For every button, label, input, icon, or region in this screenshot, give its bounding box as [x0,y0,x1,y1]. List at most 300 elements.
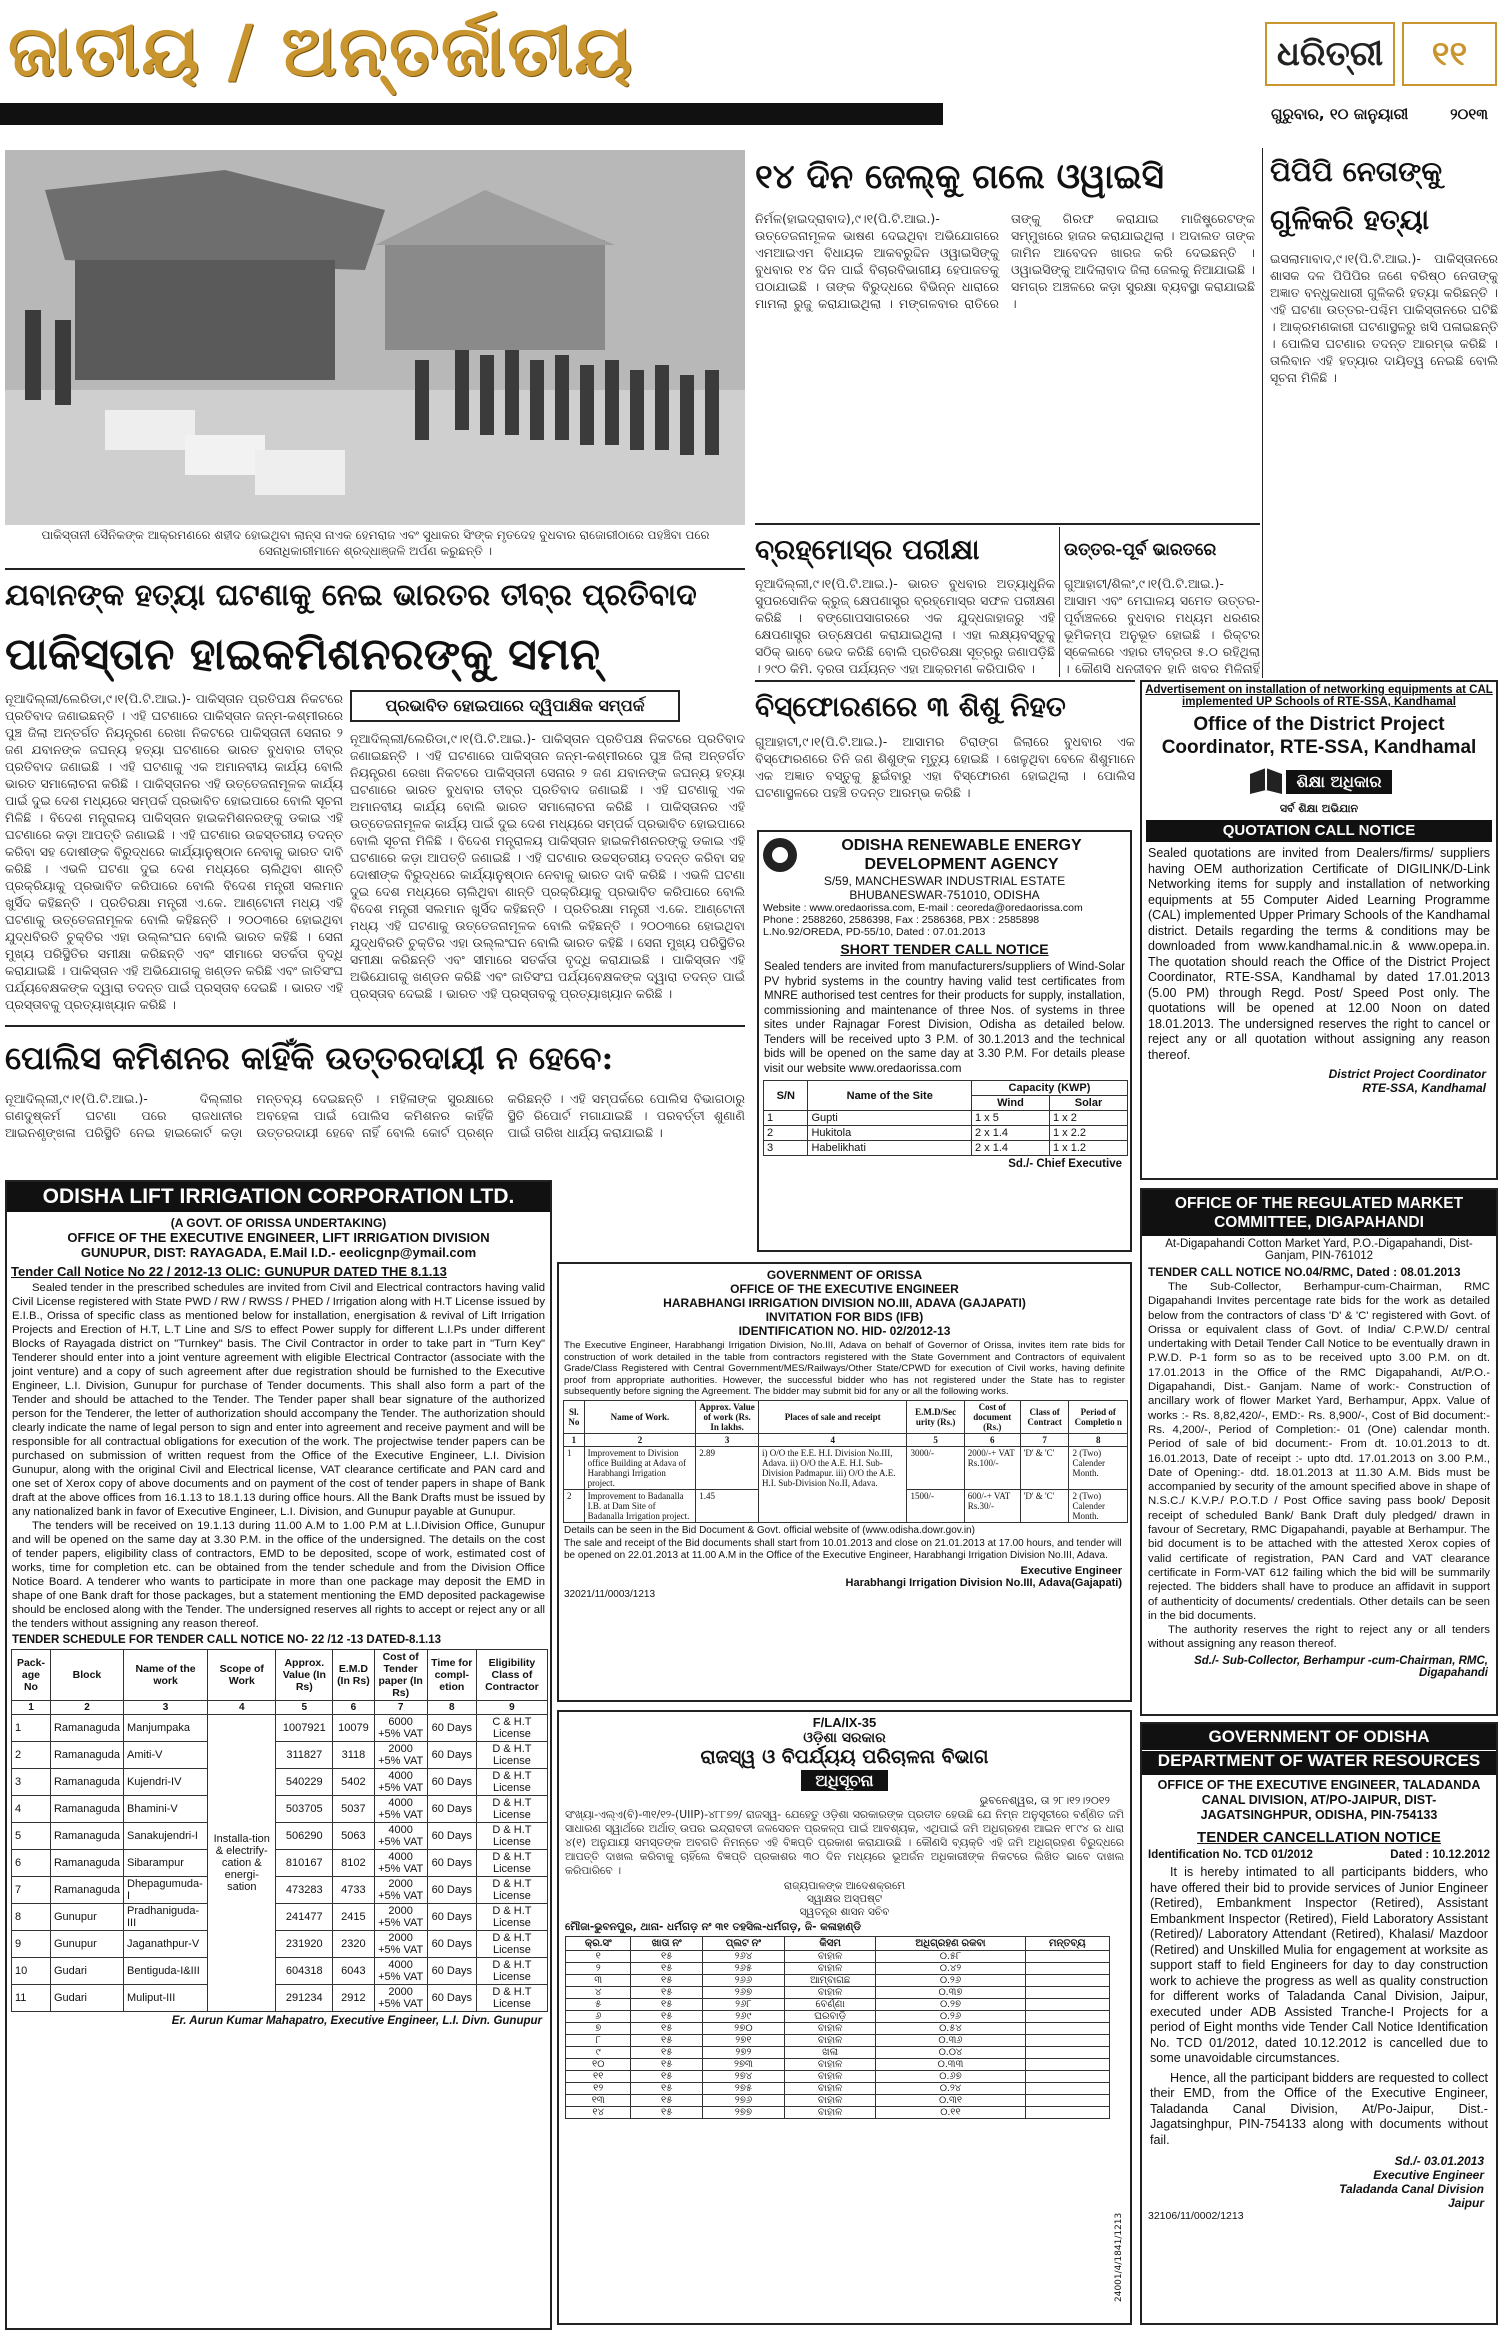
ad-topline: Advertisement on installation of networking equipments at CAL implemented UP Schools of RTE-SSA, Kandhamal [1145,684,1493,708]
table-cell: 4000 +5% VAT [374,1958,427,1985]
table-cell: 2320 [333,1931,374,1958]
table-row [566,2107,1110,2119]
table-cell: D & H.T License [476,1850,547,1877]
table-cell: ୩ [566,1975,631,1987]
ad-notice-title: Tender Call Notice No 22 / 2012-13 OLIC: GUNUPUR DATED THE 8.1.13 [11,1264,447,1279]
tender-ad-rmc [1140,1188,1498,1716]
table-header: E.M.D/Sec urity (Rs.) [907,1400,964,1433]
table-cell: 5 [12,1823,51,1850]
tender-ad-lift-irrigation [5,1180,552,2330]
table-cell [1025,2035,1109,2047]
table-cell: 2 [764,1126,808,1141]
table-cell: 1 [564,1446,585,1489]
table-cell: Ramanaguda [50,1742,123,1769]
table-cell: ୨୬୫ [702,1963,784,1975]
table-cell: 4000 +5% VAT [374,1769,427,1796]
ad-org-title: ଓଡ଼ିଶା ସରକାର [803,1730,886,1746]
works-table [563,1400,1128,1523]
table-cell: ୨୬୪ [702,1951,784,1963]
table-cell: Gudari [50,1958,123,1985]
ad-department: DEPARTMENT OF WATER RESOURCES [1142,1750,1496,1775]
table-cell: ୧୫ [631,1999,702,2011]
table-cell [1025,1975,1109,1987]
table-row [566,2059,1110,2071]
table-header: Places of sale and receipt [758,1400,907,1433]
ad-body: Sealed quotations are invited from Dealers/firms/ suppliers having OEM authorization Certificate of DIGILINK/D-Link Networking items for supply and installation of networking equipments at 55 Computer Aided Learning Programme (CAL) implemented Upper Primary Schools of the Kandhamal district. Details regarding the terms & conditions may be downloaded from www.kandhamal.nic.in & www.opepa.in. The quotation should reach the Office of the District Project Coordinator, RTE-SSA, Kandhamal by dated 17.01.2013 (5.00 PM) through Regd. Post/ Speed Post only. The quotations will be opened at 12.00 Noon on dated 18.01.2013. The undersigned reserves the right to cancel or reject any or all quotation without assigning any reason thereof. [1148,846,1490,1062]
table-cell: ବାହାଳ [784,2059,875,2071]
quotation-ad-rte-ssa [1140,680,1498,1180]
ad-org-title: GOVERNMENT OF ODISHA [1142,1724,1496,1750]
table-header: 3 [124,1701,208,1715]
divider [5,568,745,570]
tender-ad-harabhangi [557,1262,1132,1702]
table-cell: ୧୫ [631,2083,702,2095]
table-cell: 8 [12,1904,51,1931]
table-row [564,1446,1128,1489]
table-cell: 60 Days [427,1985,476,2012]
ad-address: At-Digapahandi Cotton Market Yard, P.O.-Digapahandi, Dist-Ganjam, PIN-761012 [1165,1238,1473,1262]
section-title: ଜାତୀୟ / ଅନ୍ତର୍ଜାତୀୟ [8,9,635,92]
ad-date: ଭୁବନେଶ୍ୱର, ତା ୨୮।୧୨।୨୦୧୨ [979,1794,1110,1807]
table-cell: Hukitola [808,1126,972,1141]
table-header: Cost of Tender paper (In Rs) [374,1650,427,1701]
table-cell [1025,2107,1109,2119]
table-cell: Gunupur [50,1931,123,1958]
story-body: ନିର୍ମଳ(ହାଇଦ୍ରାବାଦ),୯।୧(ପି.ଟି.ଆଇ.)- ଉତ୍ତେଜନାମୂଳକ ଭାଷଣ ଦେଇଥିବା ଅଭିଯୋଗରେ ଏମଆଇଏମ ବିଧାୟକ ଆକବରୁଦ୍ଦିନ ଓୱାଇସିଙ୍କୁ ବୁଧବାର ୧୪ ଦିନ ପାଇଁ ବିଚାରବିଭାଗୀୟ ହେପାଜତକୁ ପଠାଯାଇଛି । ତାଙ୍କ ବିରୁଦ୍ଧରେ ବିଭିନ୍ନ ଧାରାରେ ମାମଲା ରୁଜୁ କରାଯାଇଥିଲା । ମଙ୍ଗଳବାର ରାତିରେ ତାଙ୍କୁ ଗିରଫ କରାଯାଇ ମାଜିଷ୍ଟ୍ରେଟଙ୍କ ସମ୍ମୁଖରେ ହାଜର କରାଯାଇଥିଲା । ଅଦାଲତ ତାଙ୍କ ଜାମିନ ଆବେଦନ ଖାରଜ କରି ଦେଇଛନ୍ତି । ଓୱାଇସିଙ୍କୁ ଆଦିଲାବାଦ ଜିଲା ଜେଲକୁ ନିଆଯାଇଛି । ସମଗ୍ର ଅଞ୍ଚଳରେ କଡ଼ା ସୁରକ୍ଷା ବ୍ୟବସ୍ଥା କରାଯାଇଛି । [755,211,1255,311]
ad-signature: ସ୍ୱତନ୍ତ୍ର ଶାସନ ସଚିବ [799,1906,890,1918]
table-cell: 60 Days [427,1769,476,1796]
table-cell: ୧୫ [631,2071,702,2083]
table-header: Eligibility Class of Contractor [476,1650,547,1701]
table-cell: 60 Days [427,1850,476,1877]
table-cell: Bentiguda-I&III [124,1958,208,1985]
table-header: 6 [964,1433,1020,1446]
table-cell: 'D' & 'C' [1020,1446,1069,1489]
table-cell: Installa-tion & electrify-cation & energi-sation [208,1715,276,2012]
ad-body: Sealed tender in the prescribed schedules are invited from Civil and Electrical contractors having valid Civil License registered with State PWD / RW / RWSS / PHED / Irrigation along with H.T License issued by E.I.B., Orissa of specific class as mentioned below for installation, energisation & revival of Lift Irrigation Projects and Erection of H.T, L.T Line and S/S to effect Power supply for different L.I.Ps under different Blocks of Rayagada district on "Turnkey" basis. The Civil Contractor in order to take part in "Turn Key" Tenderer should enter into a joint venture agreement with eligible Electrical Contractor (associate with the joint venture) and a copy of such agreement after due registration should be furnished to the Executive Engineer, L.I. Division, Gunupur for purchase of Tender documents. This shall also form a part of the Tender and should be attached to the Tender. The Tender paper shall bear signature of the authorized person for the Tenderer, the letter of authorization should accompany the Tender. The authorization should clearly indicate the name of legal person to sign and enter into agreement and receive payment and will be responsible for all contractual obligations for execution of the work. The projectwise tender papers can be purchased on submission of written request from the Office of the Executive Engineer, L.I. Division Gunupur, along with the original Civil and Electrical license, VAT clearance certificate and PAN card and one set of Xerox copy of above documents and on payment of the cost of tender papers in shape of Bank draft at the above offices from 16.1.13 to 18.1.13 during office hours. All the Bank Drafts must be issued by any nationalized bank in favor of Executive Engineer, L.I. Division, and Gunupur payable at Gunupur. [12,1282,545,1518]
newspaper-name: ଧରିତ୍ରୀ [1265,22,1395,86]
ad-notice-title: INVITATION FOR BIDS (IFB) [765,1310,924,1324]
table-cell: Manjumpaka [124,1715,208,1742]
story-body: ଇସଲାମାବାଦ,୯।୧(ପି.ଟି.ଆଇ.)- ପାକିସ୍ତାନରେ ଶାସକ ଦଳ ପିପିପିର ଜଣେ ବରିଷ୍ଠ ନେତାଙ୍କୁ ଅଜ୍ଞାତ ବନ୍ଧୁକଧାରୀ ଗୁଳିକରି ହତ୍ୟା କରିଛନ୍ତି । ଏହି ଘଟଣା ଉତ୍ତର-ପଶ୍ଚିମ ପାକିସ୍ତାନରେ ଘଟିଛି । ଆକ୍ରମଣକାରୀ ଘଟଣାସ୍ଥଳରୁ ଖସି ପଳାଇଛନ୍ତି । ପୋଲିସ ଘଟଣାର ତଦନ୍ତ ଆରମ୍ଭ କରିଛି । ତାଲିବାନ ଏହି ହତ୍ୟାର ଦାୟିତ୍ୱ ନେଇଛି ବୋଲି ସୂଚନା ମିଳିଛି । [1270,251,1498,385]
table-cell: ୧୫ [631,2047,702,2059]
table-cell: ୦.୩୧ [876,2095,1025,2107]
table-cell: Ramanaguda [50,1769,123,1796]
table-cell: ୦.୩୬ [876,2035,1025,2047]
ad-address: BHUBANESWAR-751010, ODISHA [849,888,1040,902]
table-cell: 2 x 1.4 [971,1141,1049,1156]
ad-identification: IDENTIFICATION NO. HID- 02/2012-13 [738,1324,951,1338]
table-row [12,1958,548,1985]
ad-signature: Er. Aurun Kumar Mahapatro, Executive Engineer, L.I. Divn. Gunupur [171,2015,542,2027]
table-cell: D & H.T License [476,1823,547,1850]
ad-department: ରାଜସ୍ୱ ଓ ବିପର୍ଯ୍ୟୟ ପରିଚାଳନା ବିଭାଗ [700,1746,989,1768]
table-cell: ୨୭୨ [702,2047,784,2059]
table-row [12,1796,548,1823]
table-cell: 241477 [276,1904,333,1931]
story-headline: ବିସ୍ଫୋରଣରେ ୩ ଶିଶୁ ନିହତ [755,690,1066,723]
ad-reference: L.No.92/OREDA, PD-55/10, Dated : 07.01.2013 [763,926,986,938]
table-header: 2 [50,1701,123,1715]
table-cell: D & H.T License [476,1877,547,1904]
table-cell: ୦.୩୩ [876,2059,1025,2071]
table-cell: 'D' & 'C' [1020,1489,1069,1522]
ad-notice-title: SHORT TENDER CALL NOTICE [840,941,1049,957]
table-cell: ୧୧ [566,2071,631,2083]
table-row [12,1823,548,1850]
ad-body: ସଂଖ୍ୟା-ଏଲ୍‌ଏ(ବି)-୩୧/୧୨-(UIIP)-୪୮୮୭୨/ ରାଜସ୍ୱ- ଯେହେତୁ ଓଡ଼ିଶା ସରକାରଙ୍କ ପ୍ରତୀତ ହେଉଛି ଯେ ନିମ୍ନ ଅନୁସୂଚୀରେ ବର୍ଣ୍ଣିତ ଜମି ସାଧାରଣ ସ୍ୱାର୍ଥରେ ଅର୍ଥାତ୍ ଉପର ଇନ୍ଦ୍ରାବତୀ ଜଳସେଚନ ପ୍ରକଳ୍ପ ପାଇଁ ଆବଶ୍ୟକ, ଏଥିପାଇଁ ଜମି ଅଧିଗ୍ରହଣ ଆଇନ ୧୮୯୪ ର ଧାରା ୪(୧) ଅନୁଯାୟୀ ସମସ୍ତଙ୍କ ଅବଗତି ନିମନ୍ତେ ଏହି ବିଜ୍ଞପ୍ତି ପ୍ରକାଶ କରାଯାଉଛି । କୌଣସି ବ୍ୟକ୍ତି ଏହି ଜମି ଅଧିଗ୍ରହଣ ବିରୁଦ୍ଧରେ ଆପତ୍ତି ଦାଖଲ କରିବାକୁ ଚାହିଁଲେ ବିଜ୍ଞପ୍ତି ପ୍ରକାଶର ୩୦ ଦିନ ମଧ୍ୟରେ ଭୂଅର୍ଜନ ଅଧିକାରୀଙ୍କ ନିକଟରେ ଲିଖିତ ଭାବେ ଦାଖଲ କରିପାରିବେ । [565,1808,1124,1877]
story-headline: ୧୪ ଦିନ ଜେଲ୍‌କୁ ଗଲେ ଓୱାଇସି [755,157,1164,197]
ad-body: The authority reserves the right to reject any or all tenders without assigning any reason thereof. [1148,1624,1490,1651]
table-header: 5 [276,1701,333,1715]
table-header: Sl. No [564,1400,585,1433]
notification-revenue-department [557,1710,1132,2325]
table-header: 2 [584,1433,696,1446]
table-cell: 3 [764,1141,808,1156]
table-header: S/N [764,1081,808,1111]
table-cell: ବାହାଳ [784,1963,875,1975]
table-cell: 311827 [276,1742,333,1769]
ad-signature: Sd./- Sub-Collector, Berhampur -cum-Chairman, RMC, Digapahandi [1194,1654,1488,1679]
table-cell: ୦.୨୬ [876,2011,1025,2023]
ad-phone: Phone : 2588260, 2586398, Fax : 2586368, PBX : 2585898 [763,914,1040,926]
table-cell: 6043 [333,1958,374,1985]
table-header: Name of Work. [584,1400,696,1433]
ad-signature: RTE-SSA, Kandhamal [1362,1081,1486,1095]
ad-website: Website : www.oredaorissa.com, E-mail : ceoreda@oredaorissa.com [763,902,1083,914]
table-header: Capacity (KWP) [971,1081,1127,1096]
table-cell: ୧୫ [631,2095,702,2107]
table-cell: ଆମ୍ବାଗଛ [784,1975,875,1987]
table-cell: ୧୫ [631,2023,702,2035]
table-cell: i) O/O the E.E. H.I. Division No.III, Adava. ii) O/O the A.E. H.I. Sub-Division Padmapur. iii) O/O the A.E. H.I. Sub-Division No.II, Adava. [758,1446,907,1522]
table-row [566,1975,1110,1987]
ad-date: Dated : 10.12.2012 [1390,1849,1490,1861]
divider [755,680,1135,682]
table-cell: 2000 +5% VAT [374,1877,427,1904]
ad-signature: ସ୍ୱାକ୍ଷର ଅସ୍ପଷ୍ଟ [807,1893,882,1905]
book-pencil-icon [1246,764,1286,800]
table-cell: 10079 [333,1715,374,1742]
table-cell: ୦.୬୭ [876,2071,1025,2083]
ad-notice-title: QUOTATION CALL NOTICE [1146,820,1492,842]
story-subhead: ପ୍ରଭାବିତ ହୋଇପାରେ ଦ୍ୱିପାକ୍ଷିକ ସମ୍ପର୍କ [350,690,680,722]
table-row [566,2047,1110,2059]
story-body: ଗୁଆହାଟୀ,୯।୧(ପି.ଟି.ଆଇ.)- ଆସାମର ଚିରାଙ୍ଗ ଜିଲାରେ ବୁଧବାର ଏକ ବିସ୍ଫୋରଣରେ ତିନି ଜଣ ଶିଶୁଙ୍କ ମୃତ୍ୟୁ ହୋଇଛି । ଖେଳୁଥିବା ବେଳେ ଶିଶୁମାନେ ଏକ ଅଜ୍ଞାତ ବସ୍ତୁକୁ ଛୁଇଁବାରୁ ଏହା ବିସ୍ଫୋରଣ ହୋଇଥିଲା । ପୋଲିସ ଘଟଣାସ୍ଥଳରେ ପହଞ୍ଚି ତଦନ୍ତ ଆରମ୍ଭ କରିଛି । [755,734,1135,800]
table-cell: Bhamini-V [124,1796,208,1823]
table-header: Time for compl-etion [427,1650,476,1701]
table-cell: ୨୭୬ [702,2095,784,2107]
table-cell: ବେର୍ଣ୍ଣା [784,1999,875,2011]
table-cell: 3 [12,1769,51,1796]
ad-body: The Executive Engineer, Harabhangi Irrigation Division, No.III, Adava on behalf of Governor of Orissa, invites item rate bids for construction of work detailed in the table from contractors registered with the State Government and Contractors of equivalent Grade/Class Registered with Central Government/MES/Railways/Other State/CPWD for execution of Civil works, having definite proof from appropriate authorities. However, the successful bidder who has not registered under the State has to register subsequently before signing the Agreement. The bidder may submit bid for any or all the following works. [564,1340,1125,1397]
table-row [566,1999,1110,2011]
story-body: ଗୁଆହାଟୀ/ଶିଲଂ,୯।୧(ପି.ଟି.ଆଇ.)- ଆସାମ ଏବଂ ମେଘାଳୟ ସମେତ ଉତ୍ତର-ପୂର୍ବାଞ୍ଚଳରେ ବୁଧବାର ମଧ୍ୟମ ଧରଣର ଭୂମିକମ୍ପ ଅନୁଭୂତ ହୋଇଛି । ରିକ୍ଟର ସ୍କେଲରେ ଏହାର ତୀବ୍ରତା ୫.୦ ରହିଥିଲା । କୌଣସି ଧନଜୀବନ ହାନି ଖବର ମିଳିନାହିଁ [1064,576,1260,675]
news-photo [5,150,745,525]
table-cell: 3118 [333,1742,374,1769]
ad-signature: Sd./- Chief Executive [1008,1158,1122,1170]
table-cell: ୪ [566,1987,631,1999]
table-cell: ୦.୫୪ [876,2023,1025,2035]
table-cell: 604318 [276,1958,333,1985]
table-cell: 2 (Two) Calender Month. [1069,1489,1128,1522]
table-cell: ୧୦ [566,2059,631,2071]
table-cell: 8102 [333,1850,374,1877]
table-cell: 60 Days [427,1877,476,1904]
story-headline: ପିପିପି ନେତାଙ୍କୁ ଗୁଳିକରି ହତ୍ୟା [1270,155,1443,236]
ad-body: The tenders will be received on 19.1.13 during 11.00 A.M to 1.00 P.M at L.I.Division Office, Gunupur and will be opened on the same day at 3.30 P.M. in the office of the undersigned. The details on the cost of tender papers, eligibility class of contractors, EMD to be deposited, scope of work, estimated cost of works, time for completion etc. can be obtained from the tender schedule and from the Division Office Notice Board. A tenderer who wants to participate in more than one package may deposit the EMD in shape of one Bank draft for those packages, but a statement mentioning the EMD deposited packagewise should be enclosed along with the Tender. The undersigned reserves all rights to accept or reject any or all the tenders without assigning any reason thereof. [12,1520,545,1630]
table-cell: Improvement to Badanalla I.B. at Dam Site of Badanalla Irrigation project. [584,1489,696,1522]
ad-body: Sealed tenders are invited from manufacturers/suppliers of Wind-Solar PV hybrid systems in the country having valid test certificates from MNRE authorised test centres for their products for supply, installation, commissioning and maintenance of three Nos. of systems in three sites under Rajnagar Forest Division, Odisha as detailed below. Tenders will be received upto 3 P.M. of 30.1.2013 and the technical bids will be opened on the same day at 3.30 P.M. For details please visit our website www.oredaorissa.com [764,961,1125,1075]
table-cell: ୦.୨୭ [876,1999,1025,2011]
table-header: 3 [696,1433,759,1446]
cancellation-ad-water-resources [1140,1722,1498,2325]
table-row [12,1877,548,1904]
table-cell: ୫ [566,1999,631,2011]
table-cell: ବାହାଳ [784,2107,875,2119]
table-cell: Habelikhati [808,1141,972,1156]
page-number: ୧୧ [1402,22,1497,86]
table-cell [1025,2059,1109,2071]
ad-division: HARABHANGI IRRIGATION DIVISION NO.III, ADAVA (GAJAPATI) [663,1296,1026,1310]
table-cell: ୧୫ [631,2059,702,2071]
table-cell: Ramanaguda [50,1877,123,1904]
story-body: ନୂଆଦିଲ୍ଲୀ,୯।୧(ପି.ଟି.ଆଇ.)- ଦିଲ୍ଲୀର ଗଣଦୁଷ୍କର୍ମ ଘଟଣା ପରେ ରାଜଧାନୀର ଆଇନଶୃଙ୍ଖଳା ପରିସ୍ଥିତି ନେଇ ହାଇକୋର୍ଟ କଡ଼ା ମନ୍ତବ୍ୟ ଦେଇଛନ୍ତି । ମହିଳାଙ୍କ ସୁରକ୍ଷାରେ ଅବହେଳା ପାଇଁ ପୋଲିସ କମିଶନର କାହିଁକି ଉତ୍ତରଦାୟୀ ହେବେ ନାହିଁ ବୋଲି କୋର୍ଟ ପ୍ରଶ୍ନ କରିଛନ୍ତି । ଏହି ସମ୍ପର୍କରେ ପୋଲିସ ବିଭାଗଠାରୁ ସ୍ଥିତି ରିପୋର୍ଟ ମଗାଯାଇଛି । ପରବର୍ତ୍ତୀ ଶୁଣାଣି ପାଇଁ ତାରିଖ ଧାର୍ଯ୍ୟ କରାଯାଇଛି । [5,1091,745,1140]
table-cell: ୧୨ [566,2083,631,2095]
story-body: ନୂଆଦିଲ୍ଲୀ,୯।୧(ପି.ଟି.ଆଇ.)- ଭାରତ ବୁଧବାର ଅତ୍ୟାଧୁନିକ ସୁପରସୋନିକ କ୍ରୁଜ୍ କ୍ଷେପଣାସ୍ତ୍ର ବ୍ରହ୍ମୋସ୍‌ର ସଫଳ ପରୀକ୍ଷଣ କରିଛି । ବଙ୍ଗୋପସାଗରରେ ଏକ ଯୁଦ୍ଧଜାହାଜରୁ ଏହି କ୍ଷେପଣାସ୍ତ୍ର ଉତ୍କ୍ଷେପଣ କରାଯାଇଥିଲା । ଏହା ଲକ୍ଷ୍ୟବସ୍ତୁକୁ ସଠିକ୍ ଭାବେ ଭେଦ କରିଛି ବୋଲି ପ୍ରତିରକ୍ଷା ସୂତ୍ରରୁ ଜଣାପଡ଼ିଛି । ୨୯୦ କିମି. ଦୂରତା ପର୍ଯ୍ୟନ୍ତ ଏହା ଆକ୍ରମଣ କରିପାରିବ । [755,576,1055,675]
table-header: 9 [476,1701,547,1715]
table-cell: 1 [764,1111,808,1126]
photo-illustration [5,150,745,525]
table-cell: D & H.T License [476,1769,547,1796]
table-cell [1025,1987,1109,1999]
table-cell: ଖଳା [784,2047,875,2059]
table-cell [1025,2023,1109,2035]
table-cell [1025,2011,1109,2023]
table-header: 7 [1020,1433,1069,1446]
table-cell: 2912 [333,1985,374,2012]
table-cell: 7 [12,1877,51,1904]
table-header: 4 [758,1433,907,1446]
ad-office: OFFICE OF THE EXECUTIVE ENGINEER, TALADANDA CANAL DIVISION, AT/PO-JAIPUR, DIST-JAGATSINGHPUR, ODISHA, PIN-754133 [1157,1778,1481,1822]
table-cell: 2000 +5% VAT [374,1931,427,1958]
table-cell [1025,2071,1109,2083]
table-cell: ବାହାଳ [784,2023,875,2035]
ad-subtitle: OFFICE OF THE EXECUTIVE ENGINEER, LIFT IRRIGATION DIVISION [67,1230,490,1245]
table-cell: 4 [12,1796,51,1823]
table-header: Approx. Value (In Rs) [276,1650,333,1701]
table-header: Cost of document (Rs.) [964,1400,1020,1433]
table-cell: 600/-+ VAT Rs.30/- [964,1489,1020,1522]
table-cell: D & H.T License [476,1931,547,1958]
ad-signature: ରାଜ୍ୟପାଳଙ୍କ ଆଦେଶକ୍ରମେ [783,1880,906,1892]
ad-notice-title: TENDER CALL NOTICE NO.04/RMC, Dated : 08.01.2013 [1148,1265,1461,1279]
table-row [764,1141,1128,1156]
table-cell: 503705 [276,1796,333,1823]
table-header: 1 [564,1433,585,1446]
table-header: Period of Completio n [1069,1400,1128,1433]
table-cell: 60 Days [427,1715,476,1742]
dateline: ଗୁରୁବାର, ୧୦ ଜାନୁୟାରୀ ୨୦୧୩ [940,103,1500,125]
logo-subtext: ସର୍ବ ଶିକ୍ଷା ଅଭିଯାନ [1279,802,1359,815]
table-cell: Ramanaguda [50,1823,123,1850]
table-cell: ବାହାଳ [784,2083,875,2095]
table-cell: 6000 +5% VAT [374,1715,427,1742]
table-cell: ୨୬୮ [702,1999,784,2011]
table-cell [1025,1963,1109,1975]
table-cell: Ramanaguda [50,1850,123,1877]
table-cell: ବାହାଳ [784,2071,875,2083]
table-cell: ୨୬୯ [702,2011,784,2023]
ad-subtitle: (A GOVT. OF ORISSA UNDERTAKING) [170,1216,387,1230]
table-cell: Gunupur [50,1904,123,1931]
oreda-logo-icon [763,838,797,872]
table-cell: ୮ [566,2035,631,2047]
ad-notice-title: ଅଧିସୂଚନା [801,1770,887,1791]
table-cell: Dhepagumuda-I [124,1877,208,1904]
table-cell: ୧୪ [566,2107,631,2119]
story-headline: ବ୍ରହ୍ମୋସ୍‌ର ପରୀକ୍ଷା [755,533,980,566]
table-cell: 540229 [276,1769,333,1796]
table-header: 8 [1069,1433,1128,1446]
table-cell: D & H.T License [476,1742,547,1769]
table-row [566,2071,1110,2083]
ad-org-title: ODISHA LIFT IRRIGATION CORPORATION LTD. [7,1182,550,1212]
schedule-title: TENDER SCHEDULE FOR TENDER CALL NOTICE NO- 22 /12 -13 DATED-8.1.13 [12,1634,441,1646]
table-cell: Amiti-V [124,1742,208,1769]
table-header: Scope of Work [208,1650,276,1701]
table-header: Pack-age No [12,1650,51,1701]
table-cell: Gupti [808,1111,972,1126]
table-cell: Sibarampur [124,1850,208,1877]
table-header: 8 [427,1701,476,1715]
table-cell: 1 x 1.2 [1049,1141,1127,1156]
table-cell: ୦.୧୧ [876,2107,1025,2119]
ad-code: 24001/4/1841/1213 [1114,2212,1124,2302]
table-cell: ୨୭୭ [702,2107,784,2119]
ad-notice-title: TENDER CANCELLATION NOTICE [1197,1829,1441,1846]
schedule-title: ମୌଜା-ଭୁବନପୁର, ଥାନା- ଧର୍ମଗଡ଼ ନଂ ୩୧ ତହସିଲ-ଧର୍ମଗଡ଼, ଜି- କଳାହାଣ୍ଡି [565,1921,862,1933]
table-cell: 5402 [333,1769,374,1796]
table-cell: 4000 +5% VAT [374,1823,427,1850]
table-header: 4 [208,1701,276,1715]
table-header: Block [50,1650,123,1701]
table-row [12,1850,548,1877]
table-cell: D & H.T License [476,1796,547,1823]
table-cell: 2 x 1.4 [971,1126,1049,1141]
table-row [12,1742,548,1769]
story-headline: ଉତ୍ତର-ପୂର୍ବ ଭାରତରେ [1064,540,1217,560]
ad-org-title: ODISHA RENEWABLE ENERGY DEVELOPMENT AGENCY [841,837,1082,873]
table-row [12,1904,548,1931]
divider [5,1025,745,1027]
table-header: 7 [374,1701,427,1715]
table-cell: ୦.୨୪ [876,2083,1025,2095]
table-cell: ୧୫ [631,2107,702,2119]
table-row [12,1985,548,2012]
table-cell: ୯ [566,2047,631,2059]
table-cell: D & H.T License [476,1958,547,1985]
table-cell: 1 x 5 [971,1111,1049,1126]
table-cell: 3000/- [907,1446,964,1489]
table-cell: 1007921 [276,1715,333,1742]
table-cell: 9 [12,1931,51,1958]
table-cell [1025,1999,1109,2011]
rte-logo [1142,764,1496,800]
tender-schedule-table [11,1649,548,2012]
table-cell: 810167 [276,1850,333,1877]
land-schedule-table [565,1936,1110,2119]
table-cell: 60 Days [427,1796,476,1823]
tender-ad-oreda [757,830,1132,1252]
column-rule [1059,527,1060,677]
ad-code: 32106/11/0002/1213 [1148,2210,1244,2222]
table-cell: 291234 [276,1985,333,2012]
table-cell: 1 x 2.2 [1049,1126,1127,1141]
table-cell: ୨୬୭ [702,1987,784,1999]
table-cell: 2 (Two) Calender Month. [1069,1446,1128,1489]
table-cell: 5037 [333,1796,374,1823]
table-cell: 1 x 2 [1049,1111,1127,1126]
table-cell: 6 [12,1850,51,1877]
ad-footnote: Details can be seen in the Bid Document & Govt. official website of (www.odisha.dowr.gov.in) [564,1524,975,1536]
ad-code: 32021/11/0003/1213 [564,1588,656,1600]
table-cell: ବାହାଳ [784,1987,875,1999]
table-cell: 5063 [333,1823,374,1850]
table-cell: ଘରବାଡ଼ି [784,2011,875,2023]
ad-address: S/59, MANCHESWAR INDUSTRIAL ESTATE [823,874,1066,888]
table-cell: 11 [12,1985,51,2012]
table-cell: D & H.T License [476,1904,547,1931]
table-row [566,1951,1110,1963]
table-cell: ୧୩ [566,2095,631,2107]
ad-signature: Harabhangi Irrigation Division No.III, Adava(Gajapati) [845,1576,1122,1589]
table-header: ମନ୍ତବ୍ୟ [1025,1937,1109,1951]
table-cell: 2000 +5% VAT [374,1985,427,2012]
table-cell: ୨୭୫ [702,2083,784,2095]
table-cell: ୧ [566,1951,631,1963]
table-cell: Jaganathpur-V [124,1931,208,1958]
table-cell: ୧୫ [631,2011,702,2023]
table-row [566,2035,1110,2047]
table-cell: ବାହାଳ [784,2095,875,2107]
table-cell: ୨୭୩ [702,2059,784,2071]
table-row [566,2095,1110,2107]
table-header: ଖାତା ନଂ [631,1937,702,1951]
table-row [566,2011,1110,2023]
table-row [12,1931,548,1958]
table-header: କ୍ର.ସଂ [566,1937,631,1951]
ad-signature: District Project Coordinator [1328,1067,1486,1081]
table-header: 5 [907,1433,964,1446]
ad-signature: Taladanda Canal Division [1339,2182,1484,2196]
table-cell: 506290 [276,1823,333,1850]
table-cell [1025,2095,1109,2107]
table-cell: 4000 +5% VAT [374,1850,427,1877]
ad-footnote: The sale and receipt of the Bid documents shall start from 10.01.2013 and close on 21.01.2013 at 17.00 hours, and tender will be opened on 22.01.2013 at 11.00 A.M in the Office of the Executive Engineer, Harabhangi Irrigation Division No.III, Adava. [564,1537,1122,1561]
table-cell: ୧୫ [631,2035,702,2047]
table-header: 6 [333,1701,374,1715]
table-row [566,1963,1110,1975]
ad-signature: Jaipur [1447,2196,1484,2210]
table-cell: 2 [12,1742,51,1769]
table-cell: 1 [12,1715,51,1742]
story-body: ନୂଆଦିଲ୍ଲୀ/ଲେରିଡା,୯।୧(ପି.ଟି.ଆଇ.)- ପାକିସ୍ତାନ ପ୍ରତିପକ୍ଷ ନିକଟରେ ପ୍ରତିବାଦ ଜଣାଇଛନ୍ତି । ଏହି ଘଟଣାରେ ପାକିସ୍ତାନ ଜନ୍ମ-କଶ୍ମୀରରେ ପୁଞ୍ଚ ଜିଲା ଅନ୍ତର୍ଗତ ନିୟନ୍ତ୍ରଣ ରେଖା ନିକଟରେ ପାକିସ୍ତାନୀ ସେନାର ୨ ଜଣ ଯବାନଙ୍କ ଜଘନ୍ୟ ହତ୍ୟା ଘଟଣାରେ ଭାରତ ବୁଧବାର ତୀବ୍ର ପ୍ରତିବାଦ ଜଣାଇଛି । ଏହି ଘଟଣାକୁ ଏକ ଅମାନବୀୟ କାର୍ଯ୍ୟ ବୋଲି ଭାରତ ସମାଲୋଚନା କରିଛି । ପାକିସ୍ତାନର ଏହି ଉତ୍ତେଜନାମୂଳକ କାର୍ଯ୍ୟ ପାଇଁ ଦୁଇ ଦେଶ ମଧ୍ୟରେ ସମ୍ପର୍କ ପ୍ରଭାବିତ ହୋଇପାରେ ବୋଲି ସୂଚନା ମିଳିଛି । ବିଦେଶ ମନ୍ତ୍ରାଳୟ ପାକିସ୍ତାନ ହାଇକମିଶନରଙ୍କୁ ଡକାଇ ଏହି ଘଟଣାରେ କଡ଼ା ଆପତ୍ତି ଜଣାଇଛି । ଏହି ଘଟଣାର ଉଚ୍ଚସ୍ତରୀୟ ତଦନ୍ତ କରିବା ସହ ଦୋଷୀଙ୍କ ବିରୁଦ୍ଧରେ କାର୍ଯ୍ୟାନୁଷ୍ଠାନ ନେବାକୁ ଭାରତ ଦାବି କରିଛି । ଏଭଳି ଘଟଣା ଦୁଇ ଦେଶ ମଧ୍ୟରେ ଚାଲିଥିବା ଶାନ୍ତି ପ୍ରକ୍ରିୟାକୁ ପ୍ରଭାବିତ କରିପାରେ ବୋଲି ବିଦେଶ ମନ୍ତ୍ରୀ ସଲମାନ ଖୁର୍ସିଦ କହିଛନ୍ତି । ପ୍ରତିରକ୍ଷା ମନ୍ତ୍ରୀ ଏ.କେ. ଆଣ୍ଟୋନୀ ମଧ୍ୟ ଏହି ଘଟଣାକୁ ଉତ୍ତେଜନାମୂଳକ ବୋଲି କହିଛନ୍ତି । ୨୦୦୩ରେ ହୋଇଥିବା ଯୁଦ୍ଧବିରତି ଚୁକ୍ତିର ଏହା ଉଲ୍ଲଂଘନ ବୋଲି ଭାରତ କହିଛି । ସେନା ମୁଖ୍ୟ ପରିସ୍ଥିତିର ସମୀକ୍ଷା କରିଛନ୍ତି ଏବଂ ସୀମାରେ ସତର୍କତା ବୃଦ୍ଧି କରାଯାଇଛି । ପାକିସ୍ତାନ ଏହି ଅଭିଯୋଗକୁ ଖଣ୍ଡନ କରିଛି ଏବଂ ଜାତିସଂଘ ପର୍ଯ୍ୟବେକ୍ଷକଙ୍କ ଦ୍ୱାରା ତଦନ୍ତ ପାଇଁ ପ୍ରସ୍ତାବ ଦେଇଛି । ଭାରତ ଏହି ପ୍ରସ୍ତାବକୁ ପ୍ରତ୍ୟାଖ୍ୟାନ କରିଛି । [5,691,343,1012]
table-header: Name of the Site [808,1081,972,1111]
photo-caption: ପାକିସ୍ତାନୀ ସୈନିକଙ୍କ ଆକ୍ରମଣରେ ଶହୀଦ ହୋଇଥିବା ଲାନ୍ସ ନାଏକ ହେମରାଜ ଏବଂ ସୁଧାକର ସିଂଙ୍କ ମୃତଦେହ ବୁଧବାର ରାଜୋରୀଠାରେ ପହଞ୍ଚିବା ପରେ ସେନାଧିକାରୀମାନେ ଶ୍ରଦ୍ଧାଞ୍ଜଳି ଅର୍ପଣ କରୁଛନ୍ତି । [41,528,710,558]
table-cell: ୧୫ [631,1975,702,1987]
table-cell [1025,2083,1109,2095]
